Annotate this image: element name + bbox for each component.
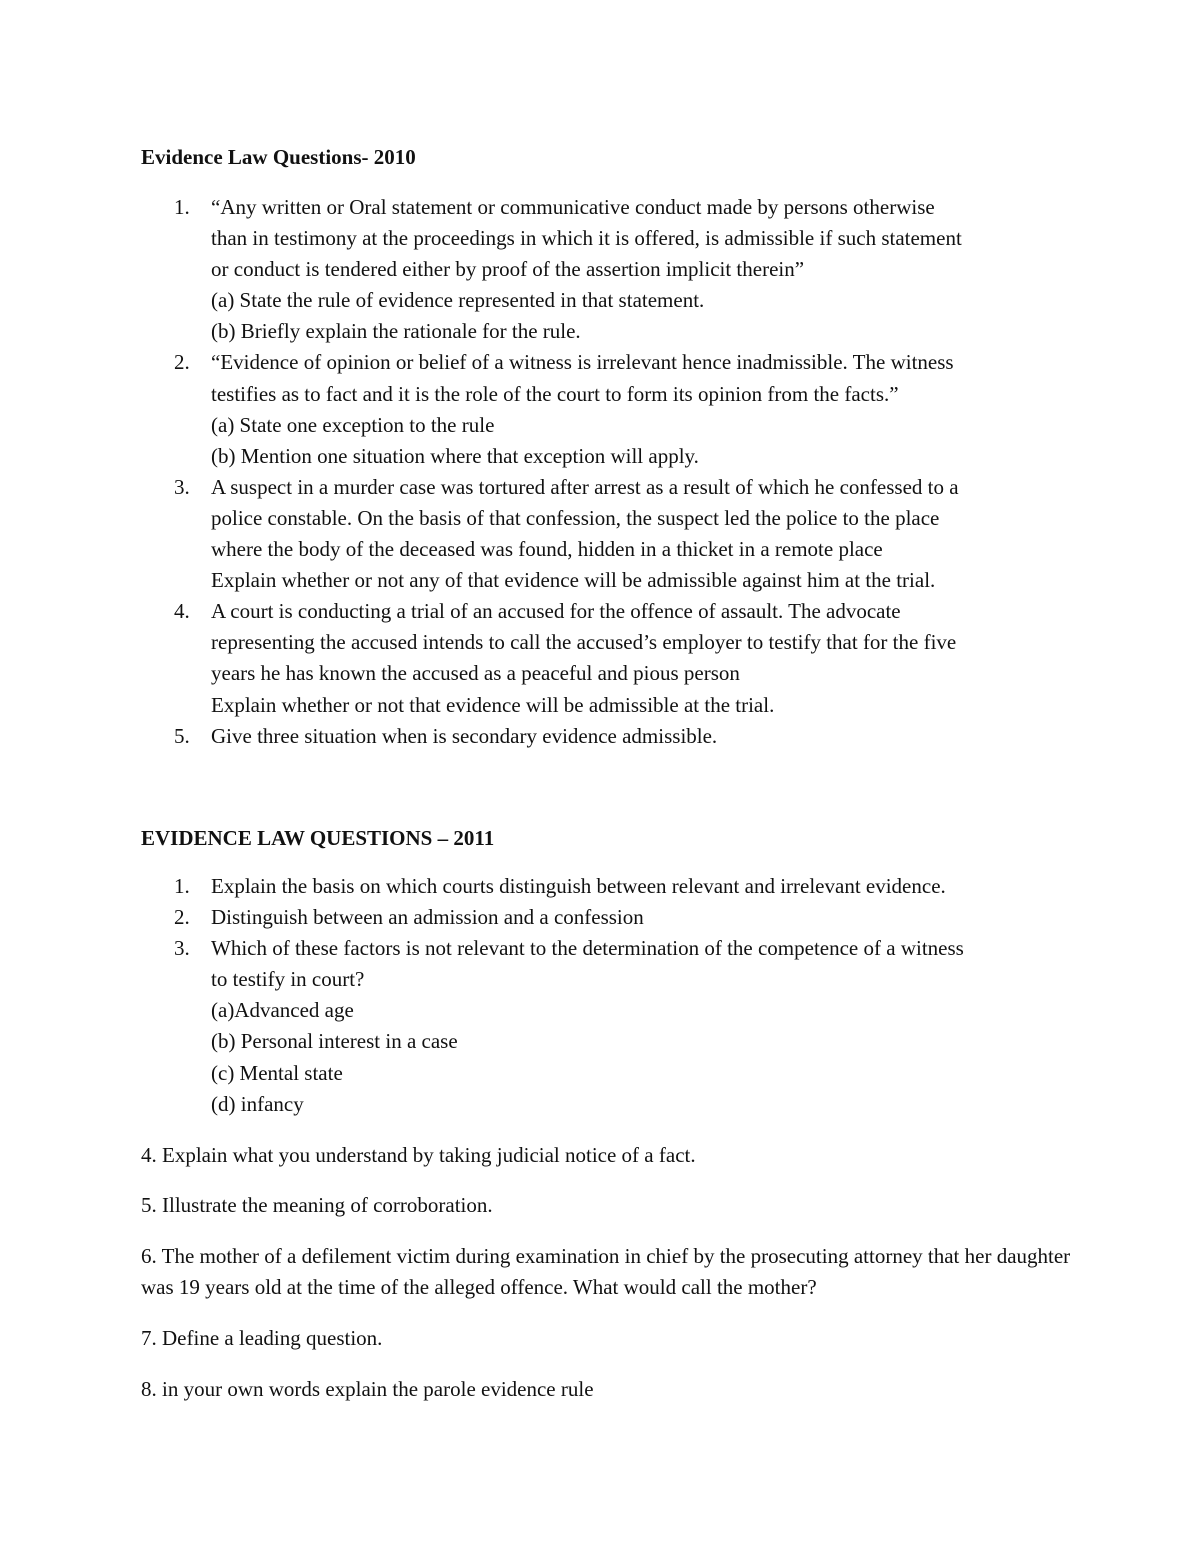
question-number: 3. [174,936,190,961]
sub-question-b: (b) Mention one situation where that exception will apply. [211,443,699,468]
question-2011-1 [141,871,1081,902]
section-2010-title: Evidence Law Questions- 2010 [141,145,416,169]
question-text-line: “Evidence of opinion or belief of a witness is irrelevant hence inadmissible. The witness [211,350,954,375]
question-2010-3 [141,472,1081,596]
question-text-line: Give three situation when is secondary evidence admissible. [211,723,718,748]
questions-2010-list [141,192,1081,752]
question-number: 3. [174,474,190,499]
question-text-line: police constable. On the basis of that confession, the suspect led the police to the place [211,505,940,530]
section-2011-title: EVIDENCE LAW QUESTIONS – 2011 [141,826,495,850]
question-number: 2. [174,350,190,375]
question-number: 4. [174,599,190,624]
question-2011-5: 5. Illustrate the meaning of corroboration. [141,1193,493,1217]
question-2011-7: 7. Define a leading question. [141,1326,383,1350]
question-number: 1. [174,874,190,898]
questions-2011-list [141,871,1081,1120]
sub-question-a: (a) State one exception to the rule [211,412,495,437]
question-text-line: Explain whether or not any of that evidence will be admissible against him at the trial. [211,568,936,593]
question-text-line: years he has known the accused as a peaceful and pious person [211,661,740,686]
question-2010-2 [141,347,1081,471]
option-c: (c) Mental state [211,1060,343,1085]
question-text-line: Explain whether or not that evidence will be admissible at the trial. [211,692,775,717]
question-text-line: representing the accused intends to call the accused’s employer to testify that for the five [211,630,957,655]
question-2010-5 [141,721,1081,752]
question-text-line: to testify in court? [211,967,365,992]
question-number: 5. [174,723,190,748]
option-b: (b) Personal interest in a case [211,1029,458,1054]
question-2011-6: 6. The mother of a defilement victim during examination in chief by the prosecuting attorney that her daughter was 19 years old at the time of the alleged offence. What would call the mother? [141,1244,1071,1299]
question-text-line: Explain the basis on which courts distinguish between relevant and irrelevant evidence. [211,874,946,898]
question-text-line: than in testimony at the proceedings in which it is offered, is admissible if such statement [211,226,962,251]
question-number: 2. [174,905,190,930]
question-text-line: Which of these factors is not relevant to the determination of the competence of a witness [211,936,964,961]
question-2011-3 [141,933,1081,1120]
question-text-line: testifies as to fact and it is the role of the court to form its opinion from the facts.” [211,381,899,406]
option-a: (a)Advanced age [211,998,354,1023]
question-2011-8: 8. in your own words explain the parole evidence rule [141,1377,594,1401]
question-text-line: A court is conducting a trial of an accused for the offence of assault. The advocate [211,599,901,624]
question-text-line: where the body of the deceased was found, hidden in a thicket in a remote place [211,537,883,562]
question-text-line: or conduct is tendered either by proof of the assertion implicit therein” [211,257,805,282]
question-number: 1. [174,195,190,219]
sub-question-b: (b) Briefly explain the rationale for the rule. [211,319,581,344]
sub-question-a: (a) State the rule of evidence represented in that statement. [211,288,705,313]
question-2011-4: 4. Explain what you understand by taking judicial notice of a fact. [141,1143,696,1167]
question-2011-2 [141,902,1081,933]
option-d: (d) infancy [211,1091,304,1116]
question-2010-4 [141,596,1081,720]
question-2010-1 [141,192,1081,347]
question-text-line: A suspect in a murder case was tortured after arrest as a result of which he confessed to a [211,474,959,499]
question-text-line: Distinguish between an admission and a confession [211,905,644,930]
question-text-line: “Any written or Oral statement or communicative conduct made by persons otherwise [211,195,935,219]
